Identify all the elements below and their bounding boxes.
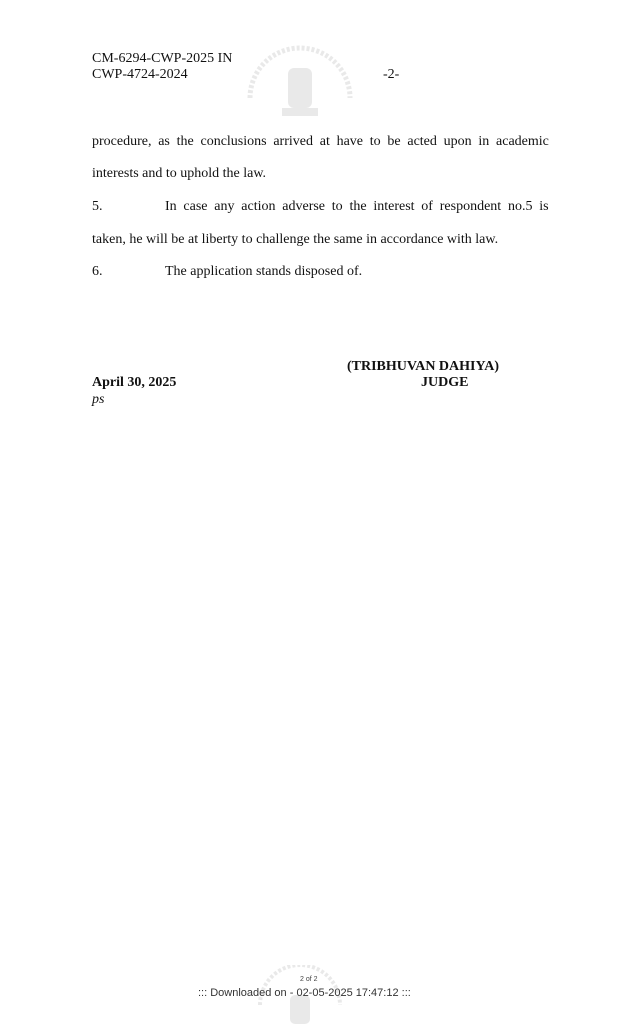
- paragraph-continuation-line1: procedure, as the conclusions arrived at have to be acted upon in academic: [92, 134, 549, 149]
- page-marker: -2-: [383, 67, 400, 82]
- paragraph-5-line2: taken, he will be at liberty to challenge the same in accordance with law.: [92, 232, 499, 247]
- typist-initials: ps: [92, 392, 105, 407]
- case-number-line2: CWP-4724-2024: [92, 67, 188, 82]
- paragraph-6-text: The application stands disposed of.: [165, 264, 363, 279]
- judge-title: JUDGE: [421, 375, 469, 390]
- paragraph-5-number: 5.: [92, 199, 103, 214]
- page-count: 2 of 2: [300, 976, 318, 983]
- paragraph-5-line1: In case any action adverse to the interest of respondent no.5 is: [165, 199, 549, 214]
- order-date: April 30, 2025: [92, 375, 177, 390]
- judge-name: (TRIBHUVAN DAHIYA): [347, 359, 500, 374]
- case-number-line1: CM-6294-CWP-2025 IN: [92, 51, 233, 66]
- download-stamp: ::: Downloaded on - 02-05-2025 17:47:12 :::: [198, 987, 411, 999]
- paragraph-6-number: 6.: [92, 264, 103, 279]
- paragraph-continuation-line2: interests and to uphold the law.: [92, 166, 267, 181]
- court-emblem-watermark-icon: [240, 38, 360, 138]
